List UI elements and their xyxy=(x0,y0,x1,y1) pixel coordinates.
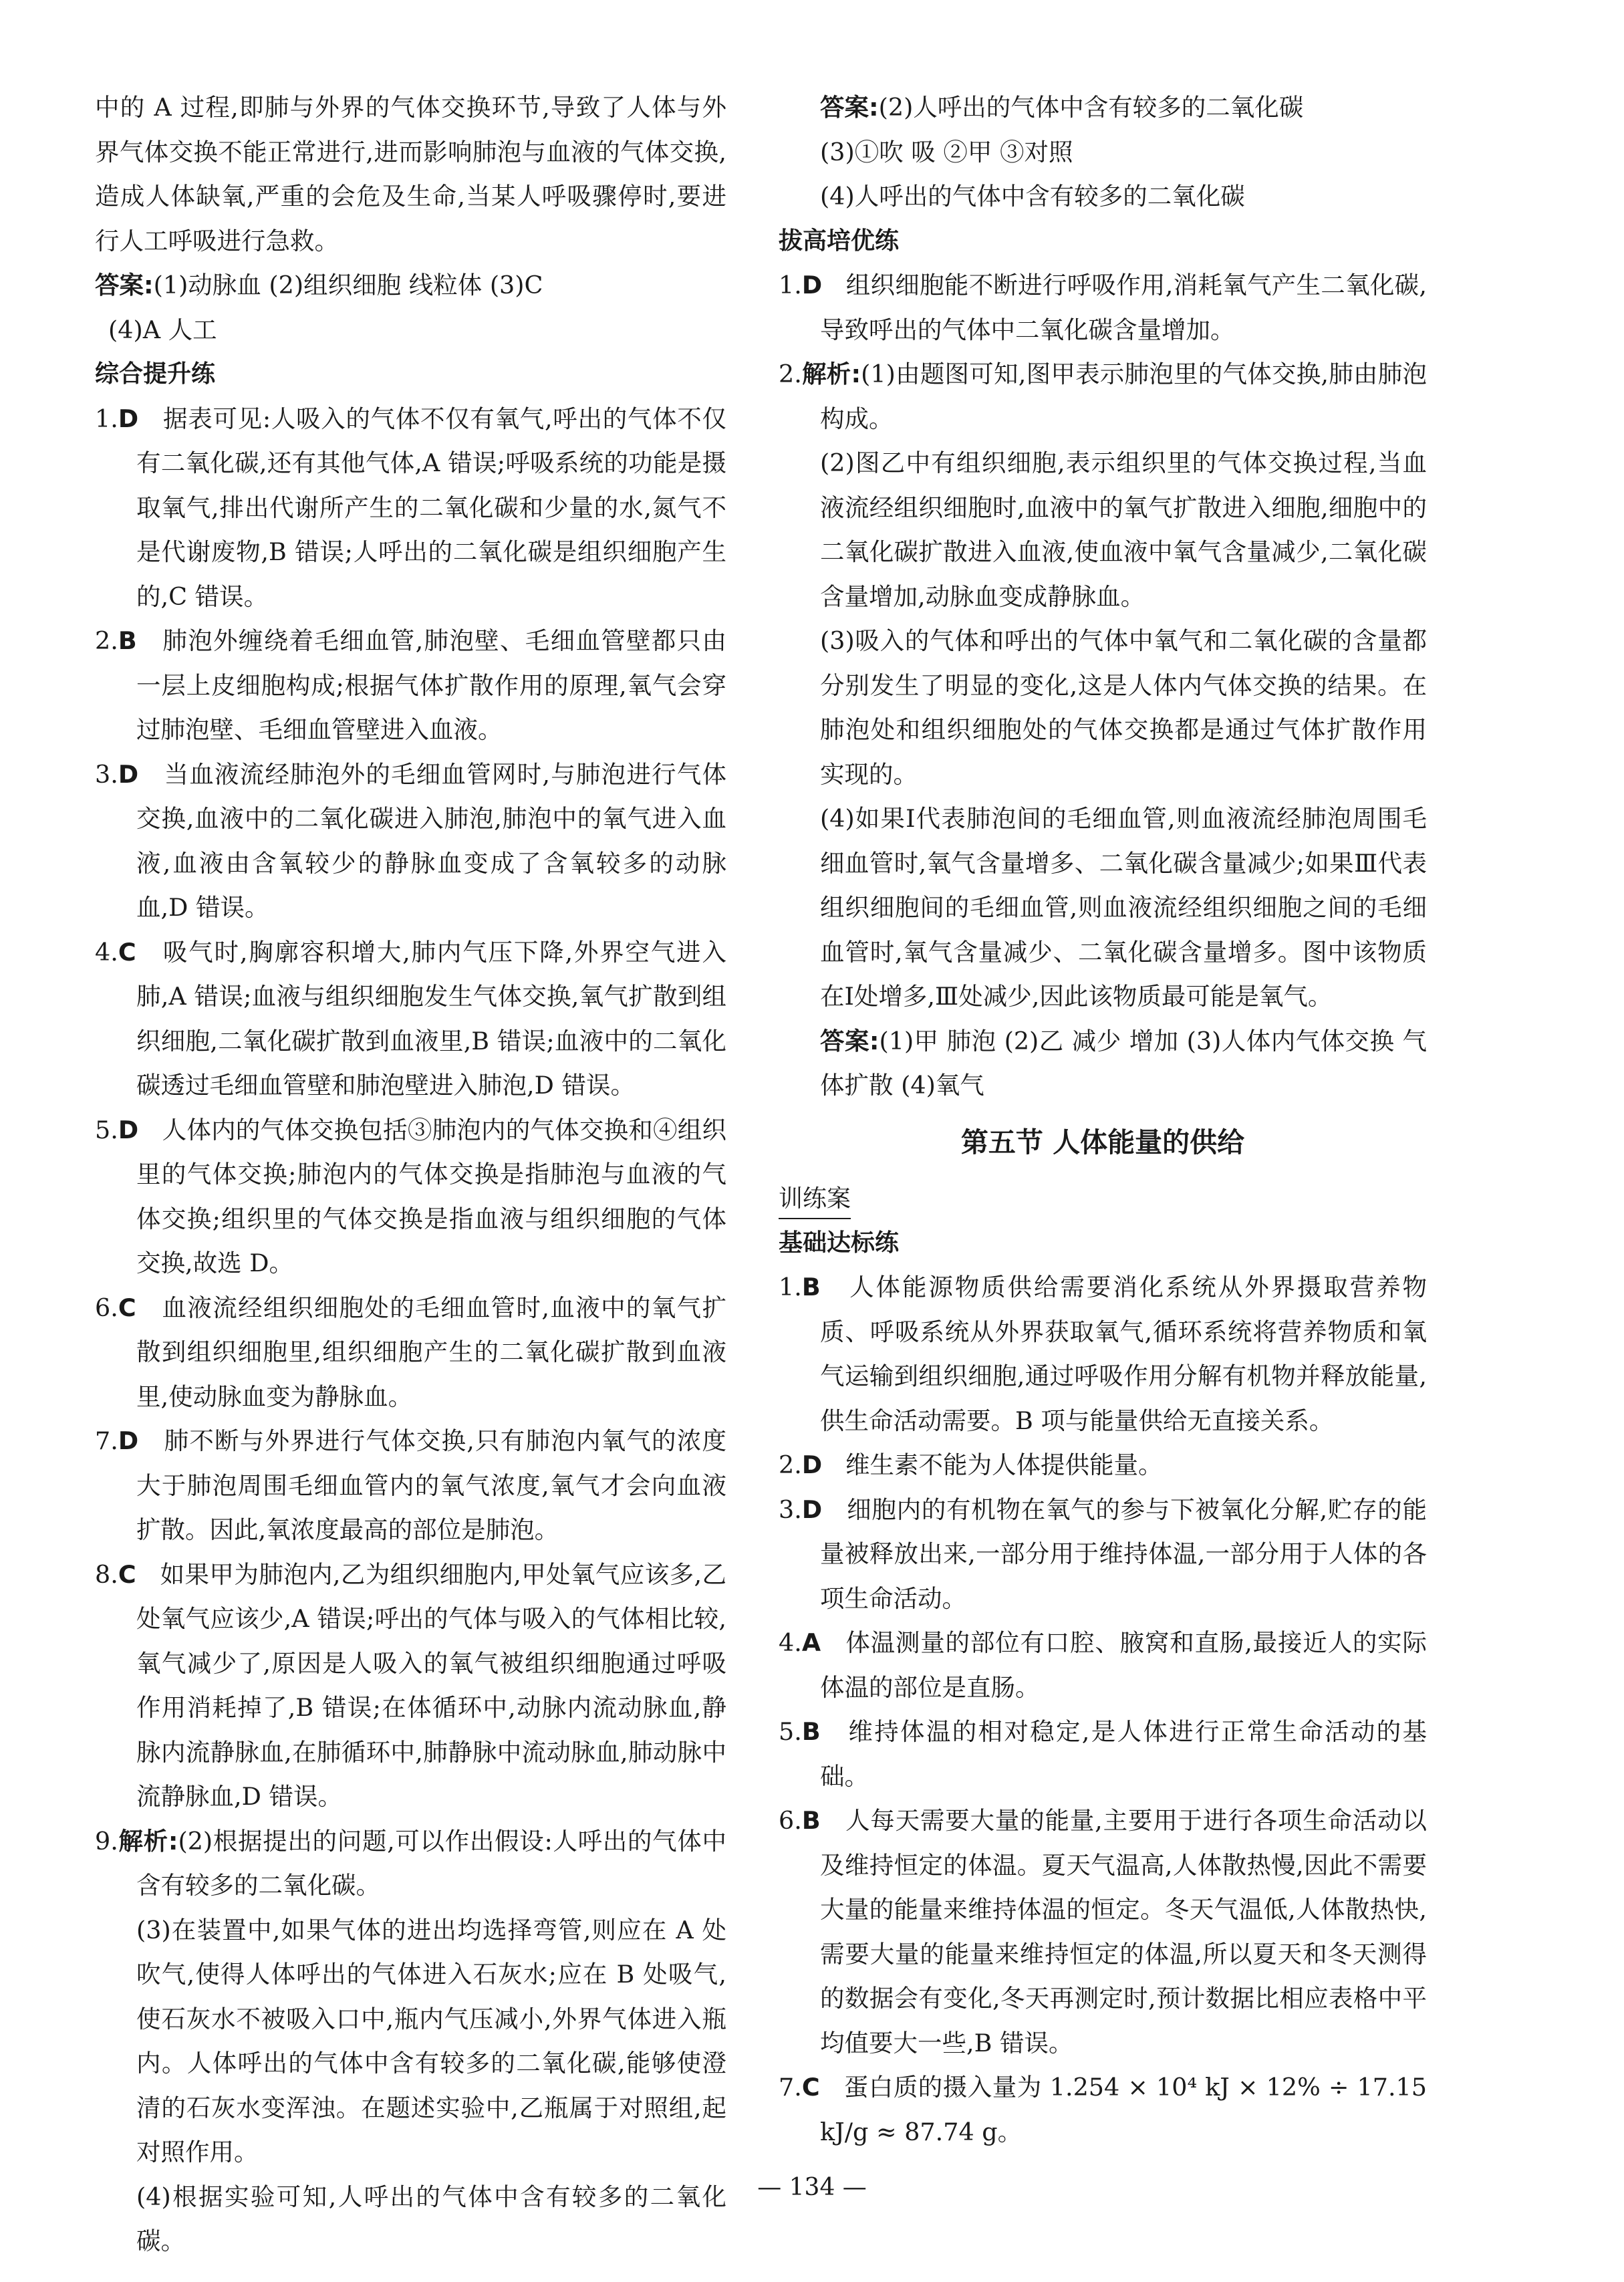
item9-paragraph-4: (4)根据实验可知,人呼出的气体中含有较多的二氧化碳。 xyxy=(136,2182,726,2255)
left-column xyxy=(95,86,726,2264)
b2-paragraph-2: (2)图乙中有组织细胞,表示组织里的气体交换过程,当血液流经组织细胞时,血液中的氧气扩散进入细胞,细胞中的二氧化碳扩散进入血液,使血液中氧气含量减少,二氧化碳含量增加,动脉血变成静脉血。 xyxy=(820,449,1427,611)
list-item: 8.C 如果甲为肺泡内,乙为组织细胞内,甲处氧气应该多,乙处氧气应该少,A 错误;呼出的气体与吸入的气体相比较,氧气减少了,原因是人吸入的氧气被组织细胞通过呼吸作用消耗掉了,B 错误;在体循环中,动脉内流动脉血,静脉内流静脉血,在肺循环中,肺静脉中流动脉血,肺动脉中流静脉血,D 错误。 xyxy=(95,1559,727,1811)
b2-answer-line: 答案:(1)甲 肺泡 (2)乙 减少 增加 (3)人体内气体交换 气体扩散 (4)氧气 xyxy=(820,1026,1427,1100)
list-item: 5.D 人体内的气体交换包括③肺泡内的气体交换和④组织里的气体交换;肺泡内的气体交换是指肺泡与血液的气体交换;组织里的气体交换是指血液与组织细胞的气体交换,故选 D。 xyxy=(95,1115,727,1277)
list-item: 1.D 组织细胞能不断进行呼吸作用,消耗氧气产生二氧化碳,导致呼出的气体中二氧化碳含量增加。 xyxy=(779,271,1427,344)
section-heading-advanced: 拔高培优练 xyxy=(779,227,900,255)
list-item: 6.B 人每天需要大量的能量,主要用于进行各项生命活动以及维持恒定的体温。夏天气温高,人体散热慢,因此不需要大量的能量来维持体温的恒定。冬天气温低,人体散热快,需要大量的能量来维持恒定的体温,所以夏天和冬天测得的数据会有变化,冬天再测定时,预计数据比相应表格中平均值要大一些,B 错误。 xyxy=(779,1806,1427,2057)
list-item: 2.D 维生素不能为人体提供能量。 xyxy=(779,1450,1163,1479)
item9-paragraph-3: (3)在装置中,如果气体的进出均选择弯管,则应在 A 处吹气,使得人体呼出的气体进入石灰水;应在 B 处吸气,使石灰水不被吸入口中,瓶内气压减小,外界气体进入瓶内。人体呼出的气体中含有较多的二氧化碳,能够使澄清的石灰水变浑浊。在题述实验中,乙瓶属于对照组,起对照作用。 xyxy=(136,1915,726,2166)
section-title: 第五节 人体能量的供给 xyxy=(960,1126,1245,1158)
list-item: 7.D 肺不断与外界进行气体交换,只有肺泡内氧气的浓度大于肺泡周围毛细血管内的氧气浓度,氧气才会向血液扩散。因此,氧浓度最高的部位是肺泡。 xyxy=(95,1426,726,1544)
list-item: 7.C 蛋白质的摄入量为 1.254 × 10⁴ kJ × 12% ÷ 17.15 kJ/g ≈ 87.74 g。 xyxy=(779,2073,1427,2146)
right-item-list xyxy=(779,1265,1427,2154)
left-item-list xyxy=(95,397,726,2264)
list-item: 4.C 吸气时,胸廓容积增大,肺内气压下降,外界空气进入肺,A 错误;血液与组织细胞发生气体交换,氧气扩散到组织细胞,二氧化碳扩散到血液里,B 错误;血液中的二氧化碳透过毛细血管壁和肺泡壁进入肺泡,D 错误。 xyxy=(95,937,726,1100)
list-item: 5.B 维持体温的相对稳定,是人体进行正常生命活动的基础。 xyxy=(779,1717,1427,1791)
answer-9-line-1: 答案:(2)人呼出的气体中含有较多的二氧化碳 xyxy=(820,93,1304,122)
list-item: 6.C 血液流经组织细胞处的毛细血管时,血液中的氧气扩散到组织细胞里,组织细胞产生的二氧化碳扩散到血液里,使动脉血变为静脉血。 xyxy=(95,1293,726,1411)
answer-label: 答案: xyxy=(95,271,154,299)
section-heading-basic: 基础达标练 xyxy=(779,1229,900,1257)
answer-text: (1)动脉血 (2)组织细胞 线粒体 (3)C xyxy=(153,271,543,299)
list-item: 1.B 人体能源物质供给需要消化系统从外界摄取营养物质、呼吸系统从外界获取氧气,循环系统将营养物质和氧气运输到组织细胞,通过呼吸作用分解有机物并释放能量,供生命活动需要。B 项与能量供给无直接关系。 xyxy=(779,1273,1427,1435)
b2-paragraph-4: (4)如果Ⅰ代表肺泡间的毛细血管,则血液流经肺泡周围毛细血管时,氧气含量增多、二氧化碳含量减少;如果Ⅲ代表组织细胞间的毛细血管,则血液流经组织细胞之间的毛细血管时,氧气含量减少、二氧化碳含量增多。图中该物质在Ⅰ处增多,Ⅲ处减少,因此该物质最可能是氧气。 xyxy=(820,804,1427,1011)
answer-9-line-3: (4)人呼出的气体中含有较多的二氧化碳 xyxy=(820,182,1245,211)
list-item: 3.D 当血液流经肺泡外的毛细血管网时,与肺泡进行气体交换,血液中的二氧化碳进入肺泡,肺泡中的氧气进入血液,血液由含氧较少的静脉血变成了含氧较多的动脉血,D 错误。 xyxy=(95,759,726,922)
answer-line-2: (4)A 人工 xyxy=(108,315,217,344)
training-label: 训练案 xyxy=(779,1176,1427,1221)
b2-paragraph-3: (3)吸入的气体和呼出的气体中氧气和二氧化碳的含量都分别发生了明显的变化,这是人体内气体交换的结果。在肺泡处和组织细胞处的气体交换都是通过气体扩散作用实现的。 xyxy=(820,626,1427,789)
list-item: 4.A 体温测量的部位有口腔、腋窝和直肠,最接近人的实际体温的部位是直肠。 xyxy=(779,1628,1427,1702)
page-number: — 134 — xyxy=(757,2174,867,2201)
section-heading-comprehensive: 综合提升练 xyxy=(95,360,216,388)
right-column xyxy=(779,86,1427,2154)
list-item: 2.解析:(1)由题图可知,图甲表示肺泡里的气体交换,肺由肺泡构成。 xyxy=(779,360,1427,433)
list-item: 2.B 肺泡外缠绕着毛细血管,肺泡壁、毛细血管壁都只由一层上皮细胞构成;根据气体扩散作用的原理,氧气会穿过肺泡壁、毛细血管壁进入血液。 xyxy=(95,626,726,744)
list-item: 1.D 据表可见:人吸入的气体不仅有氧气,呼出的气体不仅有二氧化碳,还有其他气体,A 错误;呼吸系统的功能是摄取氧气,排出代谢所产生的二氧化碳和少量的水,氮气不是代谢废物,B 错误;人呼出的二氧化碳是组织细胞产生的,C 错误。 xyxy=(95,404,726,611)
list-item: 3.D 细胞内的有机物在氧气的参与下被氧化分解,贮存的能量被释放出来,一部分用于维持体温,一部分用于人体的各项生命活动。 xyxy=(779,1495,1427,1613)
answer-9-line-2: (3)①吹 吸 ②甲 ③对照 xyxy=(820,137,1073,166)
intro-paragraph: 中的 A 过程,即肺与外界的气体交换环节,导致了人体与外界气体交换不能正常进行,进而影响肺泡与血液的气体交换,造成人体缺氧,严重的会危及生命,当某人呼吸骤停时,要进行人工呼吸进行急救。 xyxy=(95,93,726,255)
list-item: 9.解析:(2)根据提出的问题,可以作出假设:人呼出的气体中含有较多的二氧化碳。 xyxy=(95,1826,726,1900)
answer-line xyxy=(95,263,726,308)
